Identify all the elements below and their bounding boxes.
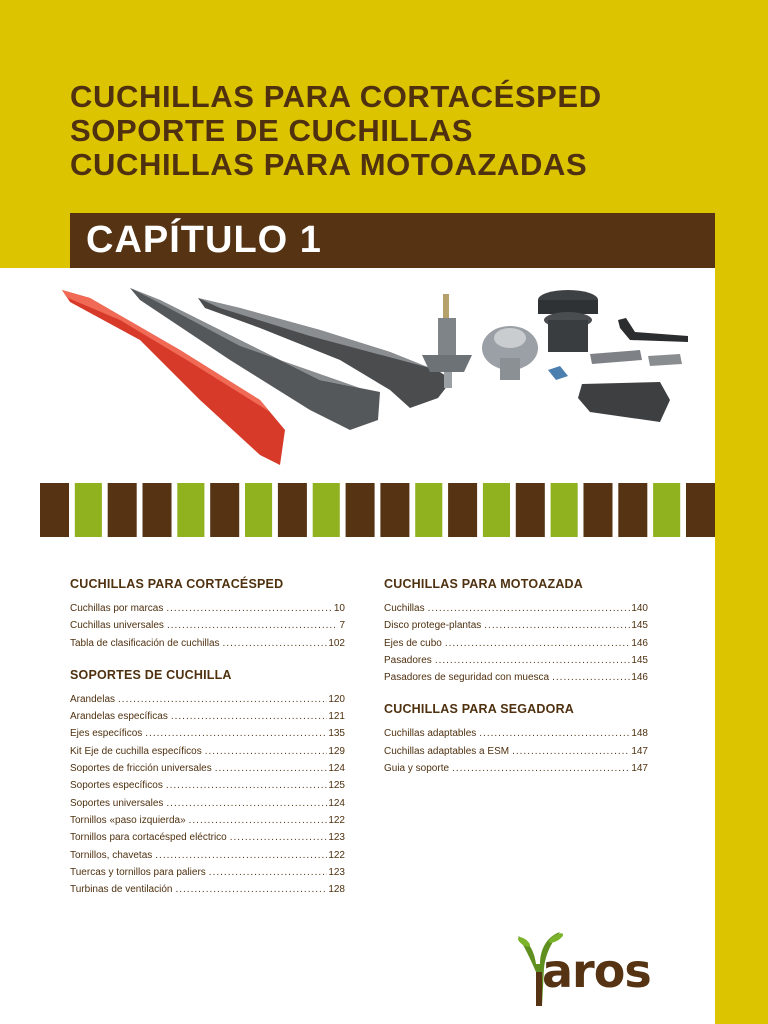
dot-leader — [166, 795, 327, 812]
toc-entry-page: 122 — [328, 849, 345, 861]
bolt-image — [548, 366, 568, 380]
toc-entry-label: Tabla de clasificación de cuchillas — [70, 637, 220, 649]
toc-entry[interactable] — [70, 725, 345, 742]
toc-entry-label: Tornillos para cortacésped eléctrico — [70, 832, 227, 844]
pulley-image — [538, 290, 598, 352]
toc-entry-page: 10 — [333, 603, 345, 614]
toc-entry-page: 128 — [328, 884, 345, 896]
toc-entry-page: 145 — [631, 654, 648, 666]
toc-entry[interactable] — [70, 795, 345, 812]
toc-entry[interactable] — [384, 725, 648, 742]
toc-list — [70, 691, 345, 899]
stripe-block — [551, 483, 578, 537]
dot-leader — [512, 743, 630, 760]
toc-entry-label: Ejes específicos — [70, 728, 143, 740]
toc-section — [384, 702, 648, 777]
toc-entry[interactable] — [70, 760, 345, 777]
dot-leader — [428, 600, 631, 617]
toc-entry-label: Guia y soporte — [384, 763, 450, 775]
toc-entry[interactable] — [70, 635, 345, 652]
title-line: CUCHILLAS PARA MOTOAZADAS — [70, 147, 588, 182]
toc-entry[interactable] — [70, 617, 345, 634]
toc-entry-label: Soportes universales — [70, 797, 164, 809]
dot-leader — [166, 777, 327, 794]
toc-entry-page: 147 — [631, 763, 648, 775]
toc-entry-label: Tornillos, chavetas — [70, 849, 153, 861]
page-title — [70, 80, 710, 182]
toc-heading: SOPORTES DE CUCHILLA — [70, 667, 232, 682]
toc-right-column — [384, 577, 648, 777]
stripe-block — [75, 483, 102, 537]
stripe-block — [415, 483, 442, 537]
toc-entry-page: 135 — [328, 728, 345, 740]
toc-entry-label: Cuchillas universales — [70, 620, 164, 632]
toc-entry-page: 124 — [328, 797, 345, 809]
toc-entry-label: Soportes específicos — [70, 780, 163, 792]
stripe-row — [40, 483, 715, 537]
stripe-block — [278, 483, 307, 537]
toc-list — [384, 725, 648, 777]
toc-entry-label: Tuercas y tornillos para paliers — [70, 866, 206, 878]
plate-image — [648, 354, 682, 366]
stripe-block — [40, 483, 69, 537]
dot-leader — [175, 881, 327, 898]
stripe-block — [346, 483, 375, 537]
toc-entry-label: Disco protege-plantas — [384, 620, 482, 632]
toc-entry-label: Pasadores — [384, 654, 432, 666]
dot-leader — [171, 708, 327, 725]
dot-leader — [155, 847, 327, 864]
toc-entry-label: Arandelas específicas — [70, 711, 168, 723]
toc-entry-page: 122 — [328, 814, 345, 826]
right-color-strip — [715, 0, 768, 1024]
stripe-block — [483, 483, 510, 537]
hub-image — [482, 326, 538, 380]
toc-entry[interactable] — [70, 743, 345, 760]
toc-section — [384, 577, 648, 686]
toc-entry-label: Cuchillas — [384, 603, 425, 614]
dot-leader — [435, 652, 631, 669]
toc-heading: CUCHILLAS PARA MOTOAZADA — [384, 577, 584, 591]
toc-entry[interactable] — [70, 812, 345, 829]
stripe-block — [313, 483, 340, 537]
dot-leader — [166, 600, 333, 617]
toc-entry-page: 147 — [631, 745, 648, 757]
toc-section — [70, 577, 345, 652]
plate-image — [590, 350, 642, 364]
toc-entry-page: 129 — [328, 745, 345, 757]
toc-entry-label: Cuchillas adaptables a ESM — [384, 745, 510, 757]
toc-entry-page: 125 — [328, 780, 345, 792]
toc-entry[interactable] — [384, 760, 648, 777]
toc-section — [70, 668, 345, 899]
toc-entry-page: 121 — [328, 711, 345, 723]
toc-entry-label: Cuchillas adaptables — [384, 728, 477, 740]
dot-leader — [145, 725, 327, 742]
dot-leader — [484, 617, 630, 634]
toc-entry[interactable] — [70, 708, 345, 725]
toc-entry[interactable] — [384, 743, 648, 760]
toc-entry-page: 123 — [328, 832, 345, 844]
stripe-block — [583, 483, 612, 537]
dot-leader — [167, 617, 339, 634]
toc-entry-label: Ejes de cubo — [384, 637, 442, 649]
toc-entry-page: 145 — [631, 620, 648, 632]
segadora-blade-image — [578, 382, 670, 422]
toc-heading: CUCHILLAS PARA CORTACÉSPED — [70, 577, 284, 591]
toc-entry[interactable] — [384, 652, 648, 669]
toc-heading: CUCHILLAS PARA SEGADORA — [384, 702, 575, 717]
toc-entry-page: 123 — [328, 866, 345, 878]
dot-leader — [205, 743, 328, 760]
toc-list — [384, 600, 648, 686]
stripe-block — [380, 483, 409, 537]
toc-entry-label: Cuchillas por marcas — [70, 603, 164, 614]
toc-entry-page: 140 — [631, 603, 648, 614]
toc-entry-label: Kit Eje de cuchilla específicos — [70, 745, 202, 757]
toc-entry[interactable] — [70, 847, 345, 864]
toc-entry[interactable] — [384, 600, 648, 617]
toc-entry-page: 148 — [631, 728, 648, 740]
toc-entry[interactable] — [70, 881, 345, 898]
toc-entry[interactable] — [70, 829, 345, 846]
toc-entry-label: Pasadores de seguridad con muesca — [384, 672, 550, 684]
dot-leader — [445, 635, 630, 652]
toc-entry-page: 124 — [328, 763, 345, 775]
toc-entry[interactable] — [70, 777, 345, 794]
toc-entry[interactable] — [70, 691, 345, 708]
dot-leader — [223, 635, 328, 652]
title-line: CUCHILLAS PARA CORTACÉSPED — [70, 79, 602, 114]
stripe-block — [210, 483, 239, 537]
stripe-block — [245, 483, 272, 537]
toc-entry[interactable] — [384, 617, 648, 634]
stripe-block — [143, 483, 172, 537]
product-photo — [60, 280, 710, 480]
toc-left-column — [70, 577, 345, 898]
toc-list — [70, 600, 345, 652]
toc-entry-label: Soportes de fricción universales — [70, 763, 212, 775]
dot-leader — [230, 829, 328, 846]
dot-leader — [479, 725, 630, 742]
dot-leader — [552, 669, 630, 686]
dot-leader — [189, 812, 328, 829]
toc-entry[interactable] — [70, 864, 345, 881]
chapter-label: CAPÍTULO 1 — [86, 219, 322, 261]
toc-entry-label: Tornillos «paso izquierda» — [70, 814, 186, 826]
title-line: SOPORTE DE CUCHILLAS — [70, 113, 473, 148]
toc-entry[interactable] — [384, 635, 648, 652]
toc-entry-page: 146 — [631, 672, 648, 684]
stripe-block — [448, 483, 477, 537]
toc-entry[interactable] — [384, 669, 648, 686]
dot-leader — [452, 760, 630, 777]
toc-entry-page: 102 — [328, 637, 345, 649]
small-blade-image — [618, 318, 688, 342]
stripe-block — [653, 483, 680, 537]
dot-leader — [118, 691, 327, 708]
toc-entry-page: 120 — [328, 693, 345, 705]
logo-text: aros — [542, 944, 651, 998]
chapter-bar — [70, 213, 715, 268]
toc-entry[interactable] — [70, 600, 345, 617]
toc-entry-page: 146 — [631, 637, 648, 649]
dot-leader — [215, 760, 328, 777]
toc-entry-label: Arandelas — [70, 693, 116, 705]
toc-entry-page: 7 — [339, 620, 345, 632]
stripe-block — [516, 483, 545, 537]
dot-leader — [209, 864, 328, 881]
stripe-block — [108, 483, 137, 537]
stripe-block — [618, 483, 647, 537]
stripe-block — [177, 483, 204, 537]
toc-entry-label: Turbinas de ventilación — [70, 884, 173, 896]
stripe-block — [686, 483, 715, 537]
brand-logo — [512, 928, 662, 1010]
